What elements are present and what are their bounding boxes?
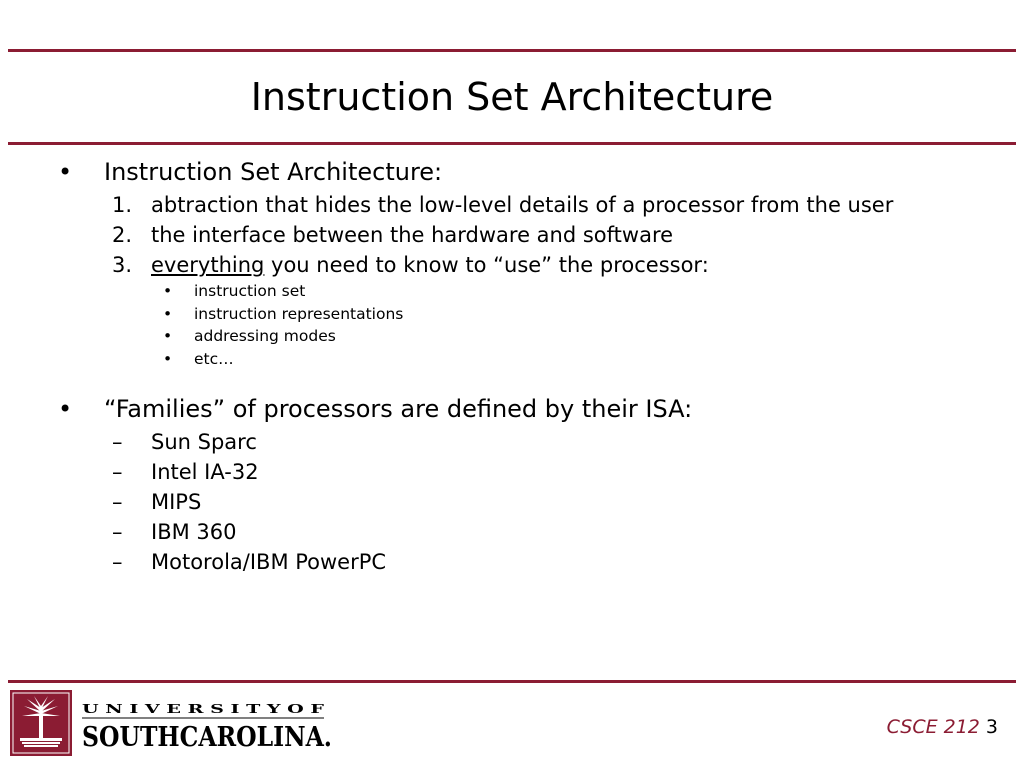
- title-underline-rule: [8, 142, 1016, 145]
- numbered-item: [0, 250, 1024, 280]
- item-number: 2.: [112, 223, 133, 247]
- sub-bullet-text: instruction set: [194, 282, 306, 300]
- sub-bullet-text: addressing modes: [194, 327, 336, 345]
- item-text: MIPS: [151, 490, 202, 514]
- slide-title: Instruction Set Architecture: [250, 75, 774, 119]
- item-text: IBM 360: [151, 520, 237, 544]
- sub-bullet-icon: •: [163, 327, 173, 345]
- dash-item: [0, 517, 1024, 547]
- item-text: Sun Sparc: [151, 430, 257, 454]
- bullet-icon: •: [58, 395, 73, 423]
- underlined-word: everything: [151, 253, 265, 277]
- page-number: 3: [985, 716, 998, 738]
- logo-top-text: U N I V E R S I T Y O F: [82, 701, 325, 716]
- sub-bullet-icon: •: [163, 304, 173, 323]
- palmetto-tree-seal-icon: [10, 690, 72, 756]
- dash-item: [0, 427, 1024, 457]
- sub-bullet-text: etc…: [194, 349, 234, 368]
- sub-bullet-item: [0, 325, 1024, 348]
- dash-icon: –: [112, 430, 123, 454]
- bullet-text: “Families” of processors are defined by their ISA:: [104, 395, 693, 423]
- dash-icon: –: [112, 520, 123, 544]
- item-text: Motorola/IBM PowerPC: [151, 550, 387, 574]
- item-text: the interface between the hardware and software: [151, 223, 674, 247]
- logo-main-text: SOUTHCAROLINA.: [82, 722, 332, 753]
- item-text-rest: you need to know to “use” the processor:: [264, 253, 709, 277]
- numbered-item: [0, 220, 1024, 250]
- dash-icon: –: [112, 490, 123, 514]
- sub-bullet-icon: •: [163, 349, 173, 368]
- item-number: 3.: [112, 253, 133, 277]
- slide-footer: [887, 713, 998, 741]
- bullet-item: [0, 155, 1024, 190]
- item-number: 1.: [112, 193, 133, 217]
- sub-bullet-item: [0, 280, 1024, 303]
- bullet-text: Instruction Set Architecture:: [104, 158, 443, 186]
- sub-bullet-item: [0, 348, 1024, 371]
- course-label: CSCE 212: [886, 716, 980, 738]
- numbered-item: [0, 190, 1024, 220]
- item-text: abtraction that hides the low-level details of a processor from the user: [151, 193, 894, 217]
- slide-body: [0, 155, 1024, 577]
- dash-item: [0, 487, 1024, 517]
- sub-bullet-icon: •: [163, 282, 173, 300]
- bullet-icon: •: [58, 158, 73, 186]
- dash-item: [0, 547, 1024, 577]
- bullet-item: [0, 392, 1024, 427]
- item-text: [151, 250, 709, 280]
- dash-icon: –: [112, 460, 123, 484]
- section-gap: [0, 370, 1024, 392]
- item-text: Intel IA-32: [151, 460, 259, 484]
- university-logo: [10, 690, 340, 758]
- dash-icon: –: [112, 550, 123, 574]
- top-rule: [8, 49, 1016, 52]
- sub-bullet-text: instruction representations: [194, 304, 404, 323]
- sub-bullet-item: [0, 303, 1024, 326]
- footer-rule: [8, 680, 1016, 683]
- dash-item: [0, 457, 1024, 487]
